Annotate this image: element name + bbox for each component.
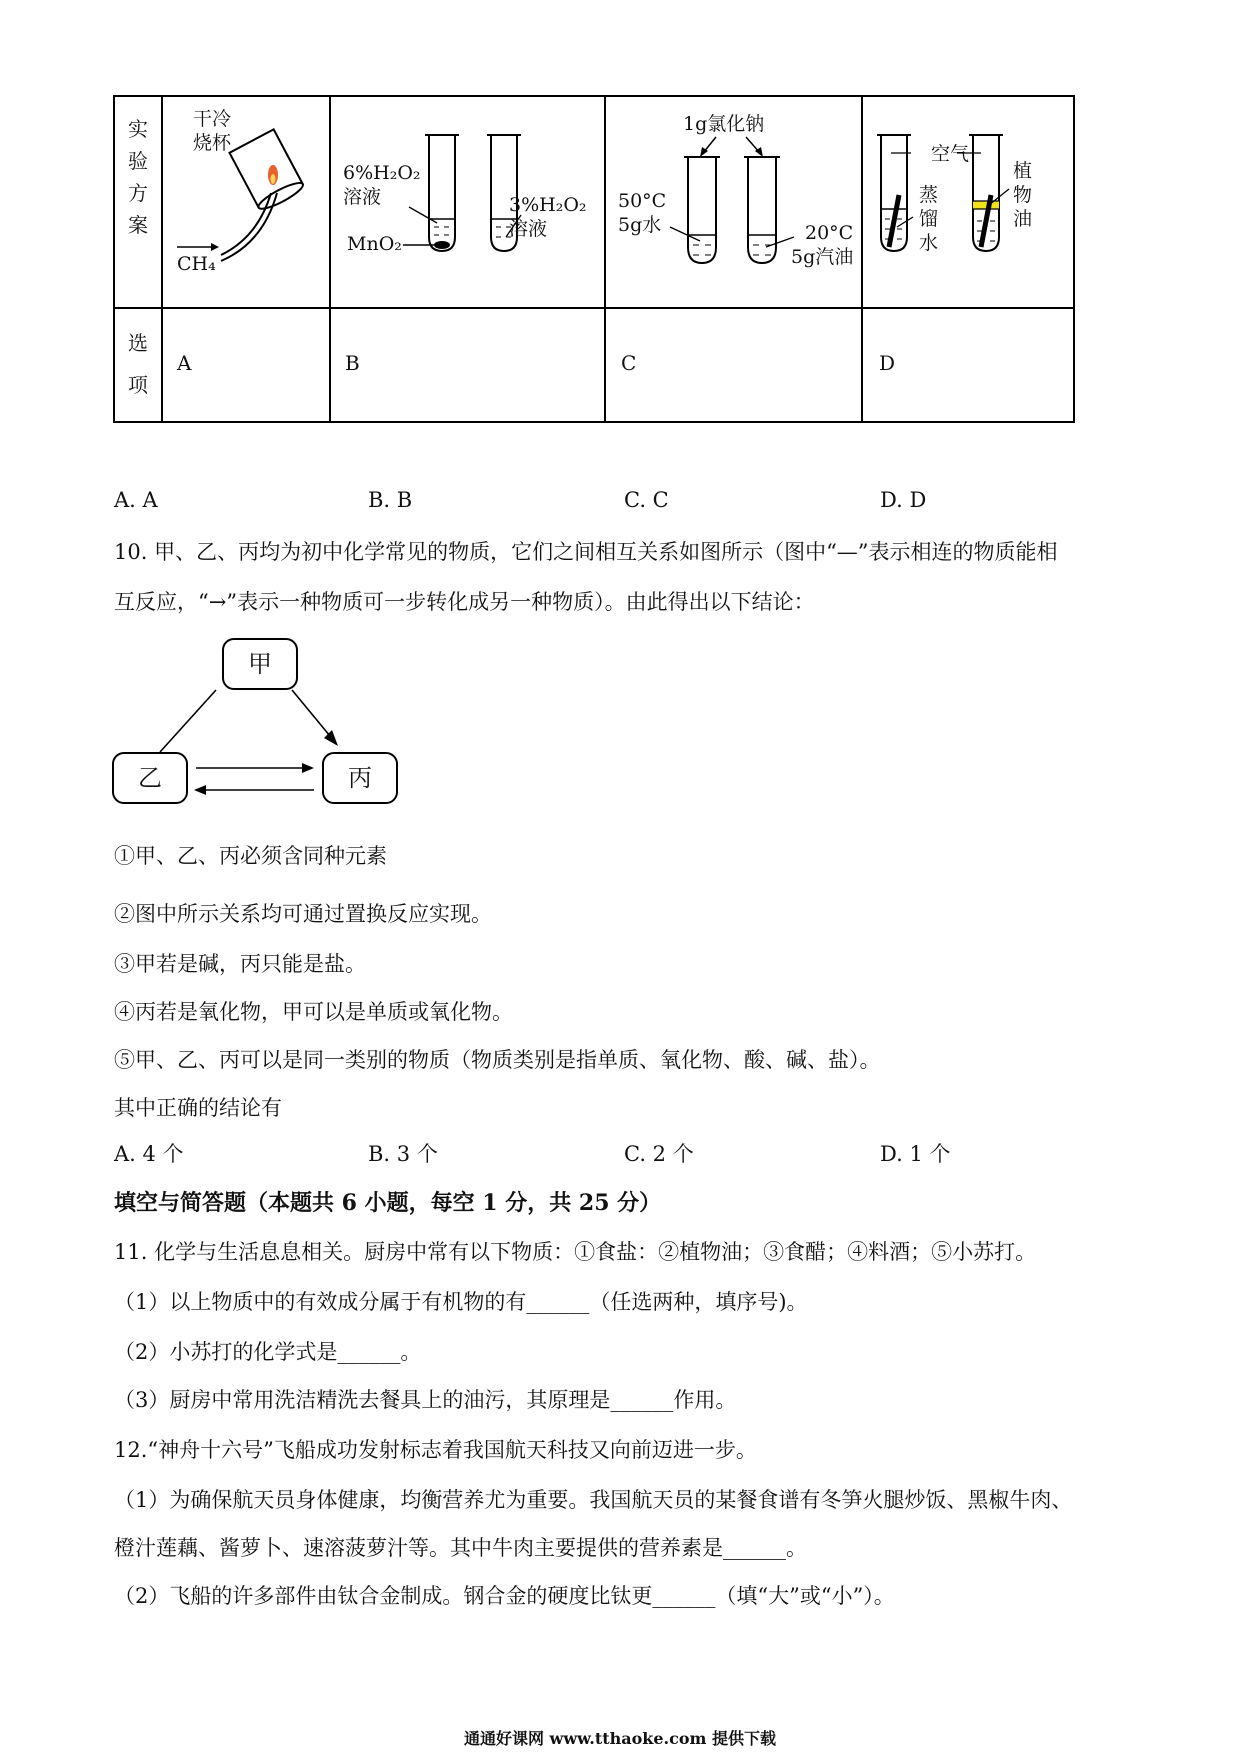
row-header-scheme: 实 验 方 案 — [128, 117, 148, 237]
option-d-label: D — [879, 351, 896, 375]
h2o2-3-label: 3%H₂O₂ 溶液 — [509, 194, 587, 240]
row-header-option: 选 项 — [128, 331, 148, 397]
distilled-water-label: 蒸 馏 水 — [919, 184, 939, 254]
q10-prompt: 其中正确的结论有 — [114, 1096, 282, 1120]
connector-jia-yi — [160, 690, 216, 752]
q10-statement-5: ⑤甲、乙、丙可以是同一类别的物质（物质类别是指单质、氧化物、酸、碱、盐）。 — [114, 1048, 881, 1072]
q10-statement-1: ①甲、乙、丙必须含同种元素 — [114, 844, 387, 868]
q9-choice-c[interactable]: C. C — [624, 488, 669, 512]
node-yi: 乙 — [112, 752, 188, 804]
option-a-label: A — [177, 351, 192, 375]
section-title: 填空与简答题（本题共 6 小题，每空 1 分，共 25 分） — [114, 1190, 662, 1216]
node-jia: 甲 — [222, 638, 298, 690]
q10-statement-2: ②图中所示关系均可通过置换反应实现。 — [114, 902, 492, 926]
h2o2-6-label: 6%H₂O₂ 溶液 — [343, 162, 421, 208]
q12-part-1-line2: 橙汁莲藕、酱萝卜、速溶菠萝汁等。其中牛肉主要提供的营养素是______。 — [114, 1536, 807, 1560]
cold-beaker-label: 干冷 烧杯 — [193, 108, 232, 154]
arrow-jia-bing — [292, 690, 330, 736]
q11-part-3: （3）厨房中常用洗洁精洗去餐具上的油污，其原理是______作用。 — [114, 1388, 737, 1412]
q10-statement-4: ④丙若是氧化物，甲可以是单质或氧化物。 — [114, 1000, 513, 1024]
footer-source[interactable]: 通通好课网 www.tthaoke.com 提供下载 — [463, 1729, 777, 1748]
q11-stem: 11. 化学与生活息息相关。厨房中常有以下物质：①食盐：②植物油；③食醋；④料酒；⑤小苏打。 — [114, 1240, 1037, 1264]
q10-choice-c[interactable]: C. 2 个 — [624, 1142, 694, 1166]
q9-choice-b[interactable]: B. B — [368, 488, 413, 512]
option-b-label: B — [345, 351, 360, 375]
water-50c-label: 50°C 5g水 — [618, 190, 667, 236]
option-c-label: C — [621, 351, 637, 375]
q11-part-2: （2）小苏打的化学式是______。 — [114, 1340, 422, 1364]
iron-rusting-diagram — [863, 97, 1075, 305]
q10-choice-b[interactable]: B. 3 个 — [368, 1142, 438, 1166]
q10-choice-a[interactable]: A. 4 个 — [114, 1142, 184, 1166]
q10-choice-d[interactable]: D. 1 个 — [880, 1142, 951, 1166]
experiment-table — [113, 95, 1075, 423]
air-label: 空气 — [931, 143, 970, 165]
vegetable-oil-label: 植 物 油 — [1013, 160, 1033, 230]
node-bing: 丙 — [322, 752, 398, 804]
q12-stem: 12.“神舟十六号”飞船成功发射标志着我国航天科技又向前迈进一步。 — [114, 1438, 757, 1462]
table-divider — [115, 307, 1073, 309]
q11-part-1: （1）以上物质中的有效成分属于有机物的有______（任选两种，填序号)。 — [114, 1290, 808, 1314]
q9-choice-a[interactable]: A. A — [114, 488, 158, 512]
nacl-label: 1g氯化钠 — [683, 113, 765, 135]
methane-label: CH₄ — [177, 253, 216, 275]
q12-part-2: （2）飞船的许多部件由钛合金制成。钢合金的硬度比钛更______（填“大”或“小”）。 — [114, 1584, 895, 1608]
q10-stem-line1: 10. 甲、乙、丙均为初中化学常见的物质，它们之间相互关系如图所示（图中“—”表示相连的物质能相 — [114, 540, 1058, 564]
q9-choice-d[interactable]: D. D — [880, 488, 927, 512]
q10-statement-3: ③甲若是碱，丙只能是盐。 — [114, 952, 366, 976]
mno2-label: MnO₂ — [347, 233, 402, 255]
gasoline-20c-label: 20°C 5g汽油 — [791, 222, 854, 268]
q12-part-1-line1: （1）为确保航天员身体健康，均衡营养尤为重要。我国航天员的某餐食谱有冬笋火腿炒饭、黑椒牛肉、 — [114, 1488, 1073, 1512]
q10-stem-line2: 互反应，“→”表示一种物质可一步转化成另一种物质）。由此得出以下结论： — [114, 590, 815, 614]
